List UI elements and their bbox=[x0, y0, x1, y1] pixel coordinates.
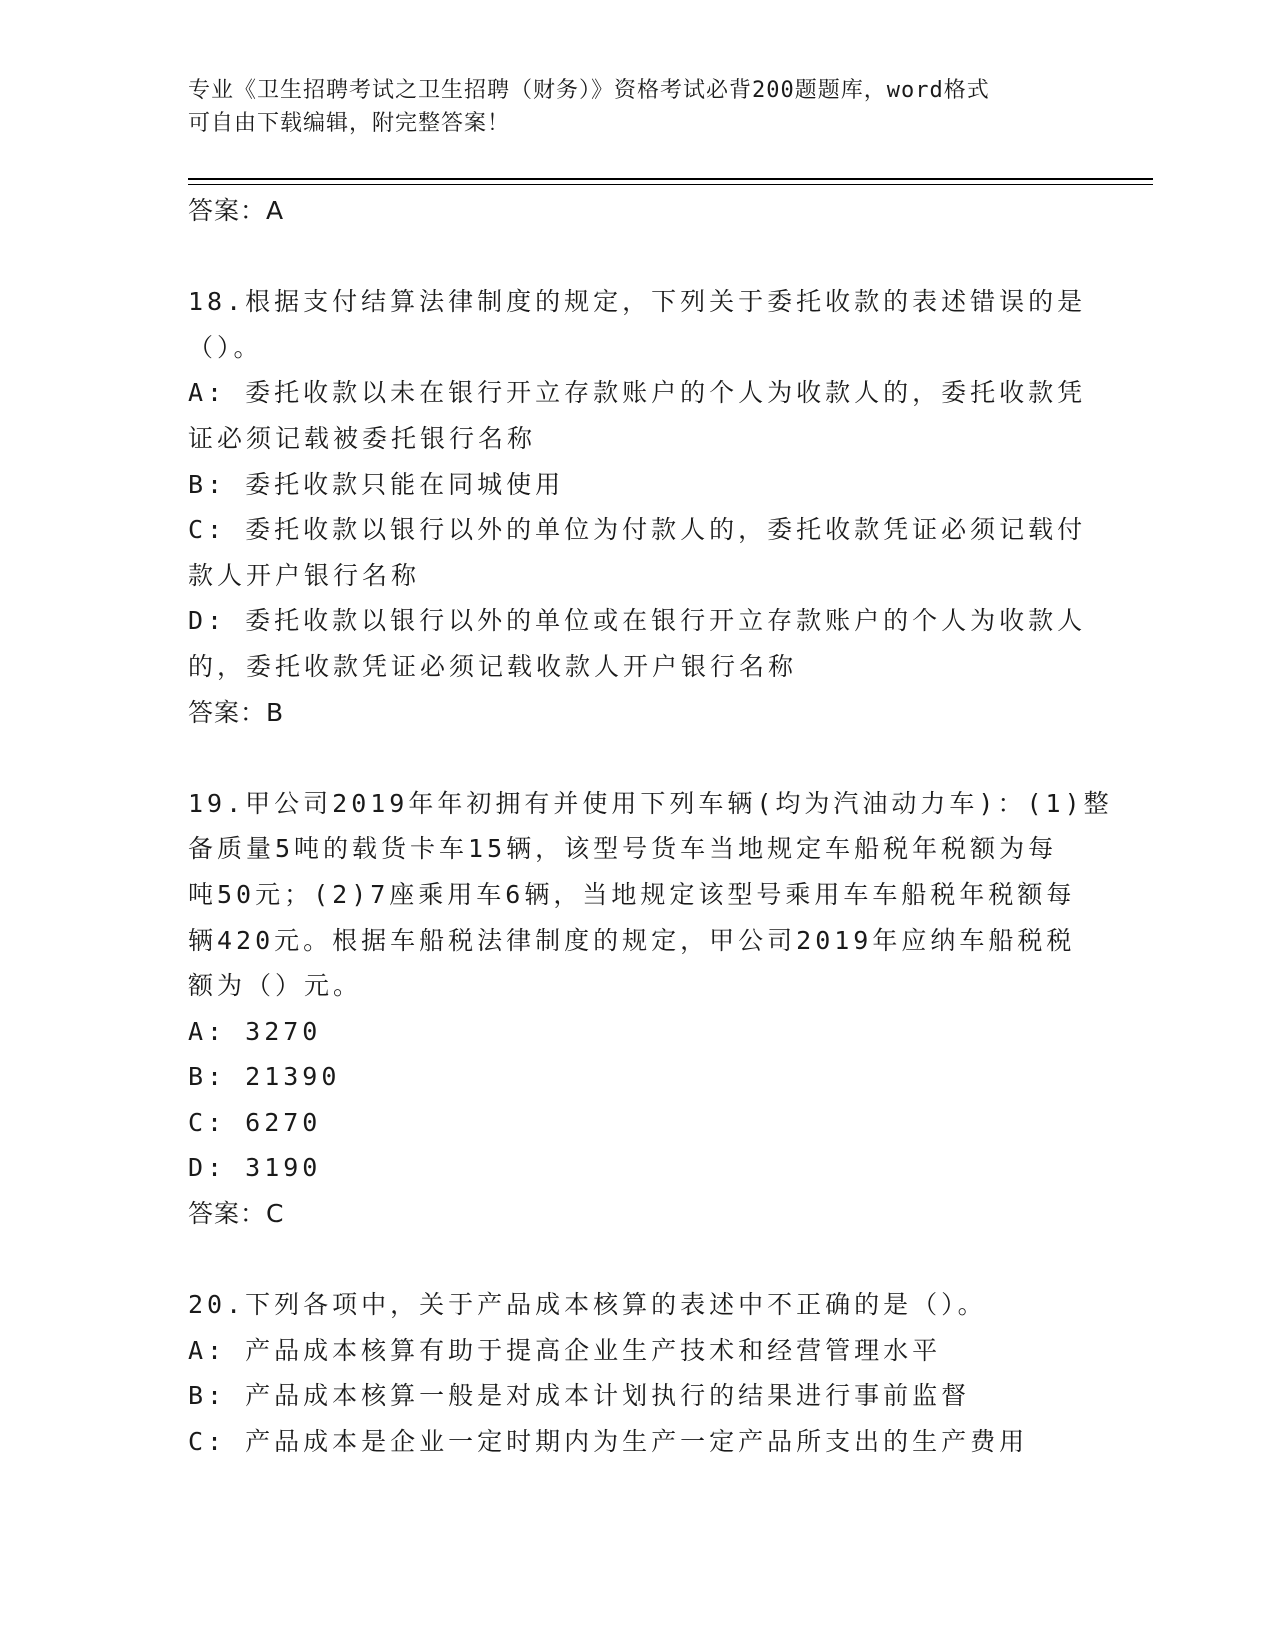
header-rule-thin bbox=[188, 184, 1153, 185]
header-line-1: 专业《卫生招聘考试之卫生招聘（财务）》资格考试必背200题题库，word格式 bbox=[188, 78, 990, 103]
question-text-line: 辆420元。根据车船税法律制度的规定，甲公司2019年应纳车船税税 bbox=[188, 925, 1076, 955]
question-20 bbox=[188, 1282, 1083, 1464]
question-text-line: 19.甲公司2019年年初拥有并使用下列车辆(均为汽油动力车)：(1)整 bbox=[188, 788, 1113, 818]
question-text-line: 吨50元；(2)7座乘用车6辆，当地规定该型号乘用车车船税年税额每 bbox=[188, 879, 1076, 909]
header-rule-thick bbox=[188, 178, 1153, 180]
answer-line: 答案：A bbox=[188, 196, 285, 225]
question-text-line: 备质量5吨的载货卡车15辆，该型号货车当地规定车船税年税额为每 bbox=[188, 834, 1058, 864]
answer-line: 答案：C bbox=[188, 1199, 285, 1229]
option-c-line: C: 委托收款以银行以外的单位为付款人的，委托收款凭证必须记载付 bbox=[188, 515, 1087, 545]
document-body bbox=[188, 188, 1113, 1465]
option-d-line: D: 3190 bbox=[188, 1153, 322, 1183]
option-b-line: B: 产品成本核算一般是对成本计划执行的结果进行事前监督 bbox=[188, 1381, 971, 1411]
option-a-line: A: 产品成本核算有助于提高企业生产技术和经营管理水平 bbox=[188, 1335, 942, 1365]
document-header bbox=[188, 74, 1068, 140]
option-b-line: B: 委托收款只能在同城使用 bbox=[188, 469, 565, 499]
option-a-line: 证必须记载被委托银行名称 bbox=[188, 423, 537, 453]
question-text-line: （）。 bbox=[188, 332, 263, 362]
option-a-line: A: 委托收款以未在银行开立存款账户的个人为收款人的，委托收款凭 bbox=[188, 378, 1087, 408]
question-text-line: 额为（）元。 bbox=[188, 971, 363, 1001]
spacer bbox=[188, 735, 1083, 781]
option-c-line: C: 产品成本是企业一定时期内为生产一定产品所支出的生产费用 bbox=[188, 1427, 1029, 1457]
option-d-line: D: 委托收款以银行以外的单位或在银行开立存款账户的个人为收款人 bbox=[188, 606, 1087, 636]
answer-line: 答案：B bbox=[188, 697, 285, 727]
option-a-line: A: 3270 bbox=[188, 1016, 322, 1046]
option-c-line: C: 6270 bbox=[188, 1107, 322, 1137]
option-c-line: 款人开户银行名称 bbox=[188, 560, 421, 590]
question-19 bbox=[188, 781, 1113, 1237]
header-line-2: 可自由下载编辑，附完整答案！ bbox=[188, 111, 511, 136]
question-text-line: 18.根据支付结算法律制度的规定，下列关于委托收款的表述错误的是 bbox=[188, 287, 1087, 317]
option-b-line: B: 21390 bbox=[188, 1062, 341, 1092]
question-text-line: 20.下列各项中，关于产品成本核算的表述中不正确的是（）。 bbox=[188, 1290, 987, 1320]
spacer bbox=[188, 1237, 1083, 1283]
spacer bbox=[188, 234, 1083, 280]
question-18 bbox=[188, 279, 1087, 735]
option-d-line: 的，委托收款凭证必须记载收款人开户银行名称 bbox=[188, 651, 798, 681]
